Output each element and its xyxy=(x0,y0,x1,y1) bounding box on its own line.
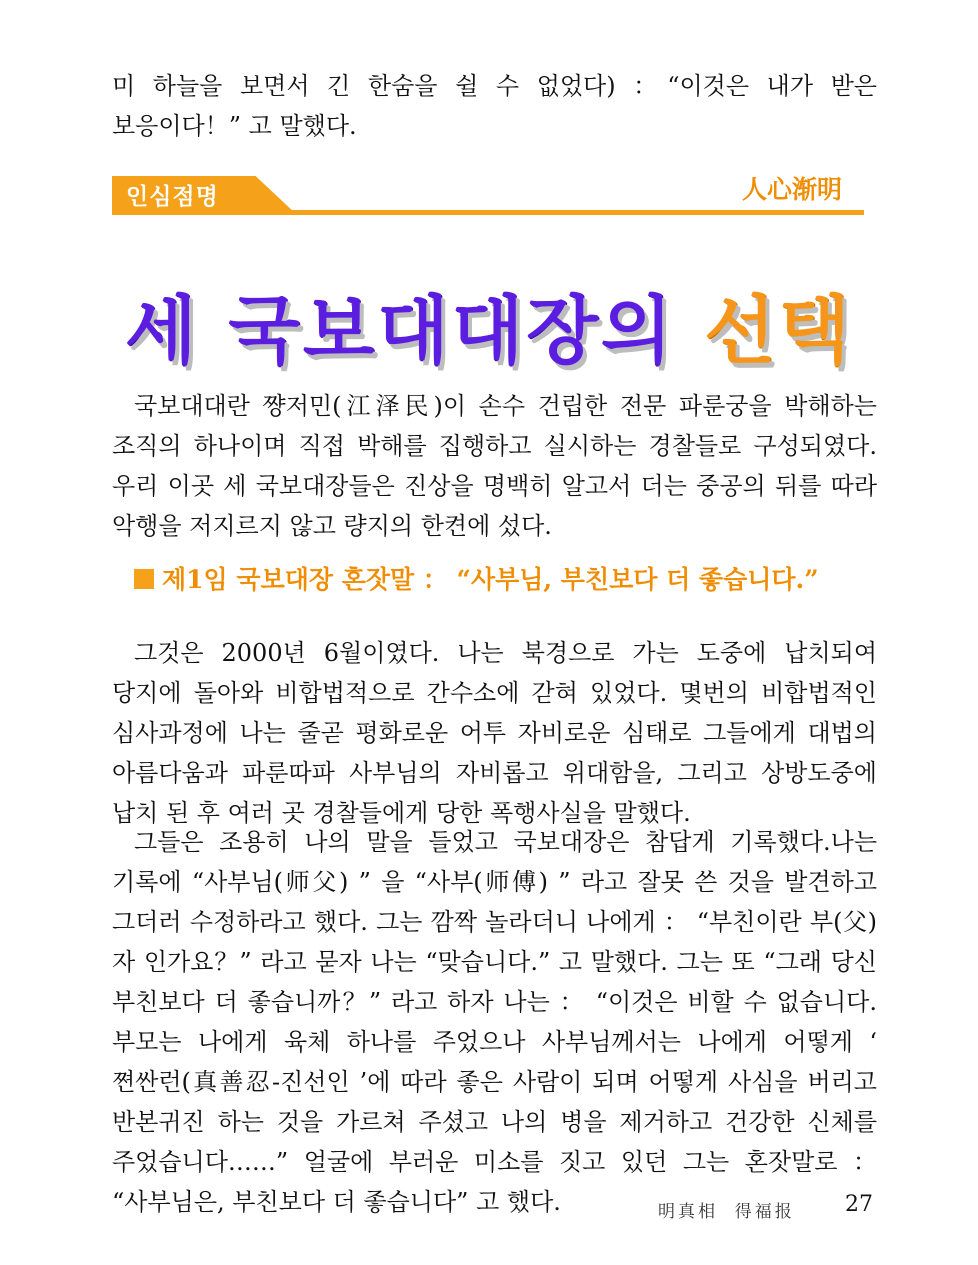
lead-paragraph: 국보대대란 쨩저민(江泽民)이 손수 건립한 전문 파룬궁을 박해하는 조직의 하나이며 직접 박해를 집행하고 실시하는 경찰들로 구성되였다. 우리 이곳 세 국보대장들은 진상을 명백히 알고서 더는 중공의 뒤를 따라 악행을 저지르지 않고 량지의 한켠에 섰다. xyxy=(112,392,877,540)
subheading-text: 제1임 국보대장 혼잣말 ： “사부님, 부친보다 더 좋습니다.” xyxy=(162,565,819,594)
section-title: 인심점명 xyxy=(126,184,219,210)
page-number: 27 xyxy=(845,1192,873,1217)
article-title-part1: 세 국보대대장의 xyxy=(125,288,704,374)
footer-motto: 明真相 得福报 xyxy=(658,1202,795,1222)
article-title xyxy=(0,272,978,378)
intro-continuation-paragraph: 미 하늘을 보면서 긴 한숨을 쉴 수 없었다) ：“이것은 내가 받은 보응이다！” 고 말했다. xyxy=(112,72,877,140)
body-paragraph-2: 그들은 조용히 나의 말을 들었고 국보대장은 참답게 기록했다.나는 기록에 “사부님(师父) ” 을 “사부(师傅) ” 라고 잘못 쓴 것을 발견하고 그더러 수정하라고 했다. 그는 깜짝 놀라더니 나에게 ： “부친이란 부(父)자 인가요？” 라고 묻자 나는 “맞습니다.” 고 말했다. 그는 또 “그래 당신 부친보다 더 좋습니까？” 라고 하자 나는 ： “이것은 비할 수 없습니다. 부모는 나에게 육체 하나를 주었으나 사부님께서는 나에게 어떻게 ‘ 쪈싼런(真善忍-진선인 ’에 따라 좋은 사람이 되며 어떻게 사심을 버리고 반본귀진 하는 것을 가르쳐 주셨고 나의 병을 제거하고 건강한 신체를 주었습니다……” 얼굴에 부러운 미소를 짓고 있던 그는 혼잣말로 ： “사부님은, 부친보다 더 좋습니다” 고 했다. xyxy=(112,828,877,1216)
subheading xyxy=(134,560,819,596)
body-paragraph-1: 그것은 2000년 6월이였다. 나는 북경으로 가는 도중에 납치되여 당지에 돌아와 비합법적으로 간수소에 갇혀 있었다. 몇번의 비합법적인 심사과정에 나는 줄곧 평화로운 어투 자비로운 심태로 그들에게 대법의 아름다움과 파룬따파 사부님의 자비롭고 위대함을, 그리고 상방도중에 납치 된 후 여러 곳 경찰들에게 당한 폭행사실을 말했다. xyxy=(112,639,877,827)
article-title-part2: 선택 xyxy=(703,288,853,374)
square-bullet-icon xyxy=(134,569,154,589)
section-divider-rule xyxy=(112,210,864,215)
section-title-chinese: 人心渐明 xyxy=(741,175,842,204)
